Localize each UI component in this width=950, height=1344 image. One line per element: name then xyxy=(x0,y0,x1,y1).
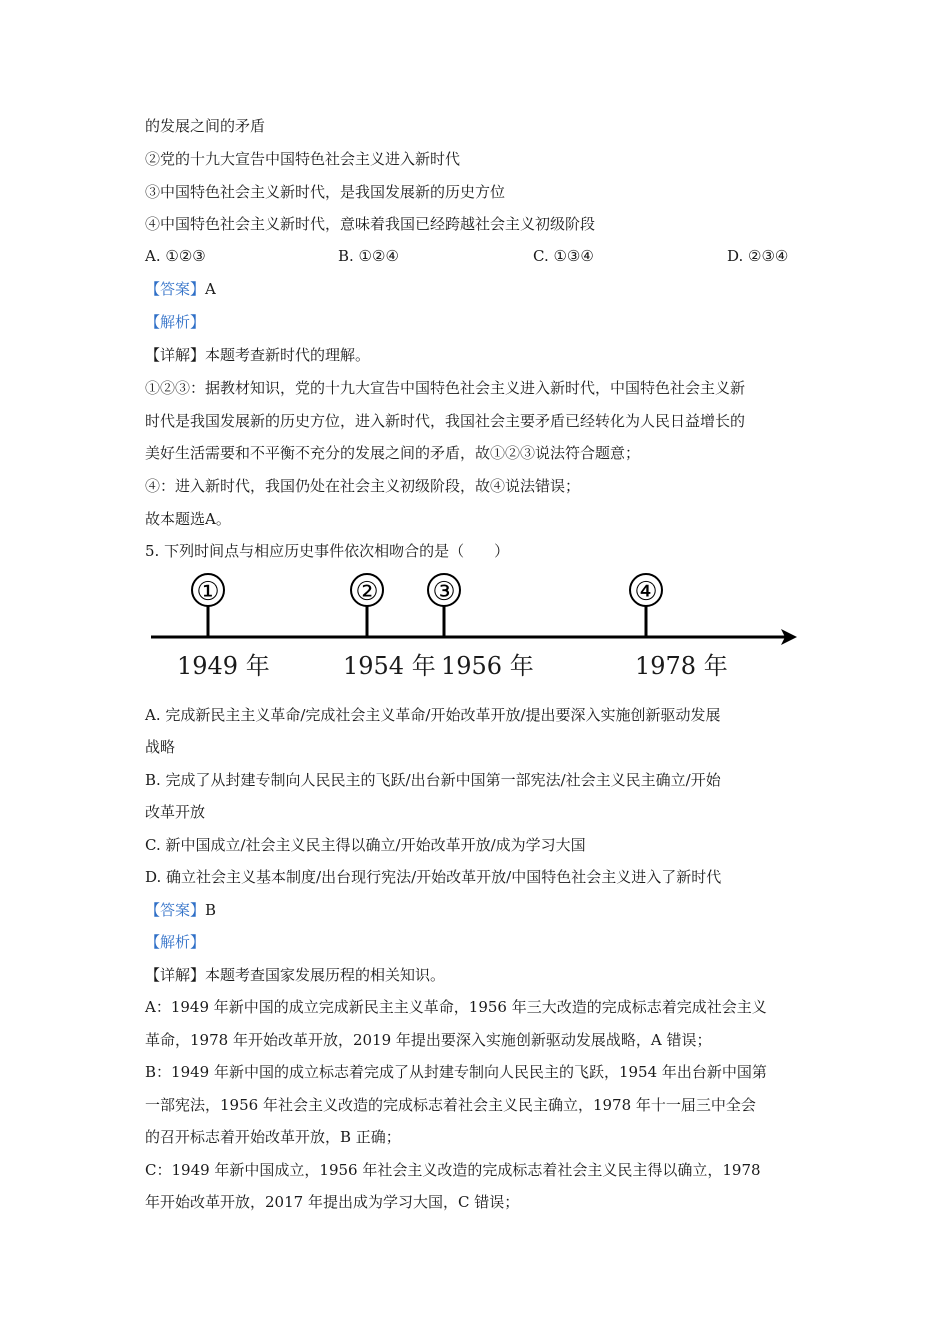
detail-label: 【详解】 xyxy=(145,966,206,984)
answer-label: 【答案】 xyxy=(145,901,206,919)
q4-answer xyxy=(145,279,216,299)
q5-detail xyxy=(145,965,445,985)
q4-statement-4: ④中国特色社会主义新时代，意味着我国已经跨越社会主义初级阶段 xyxy=(145,215,596,233)
analysis-label: 【解析】 xyxy=(145,313,206,331)
q5-explanation-line: B：1949 年新中国的成立标志着完成了从封建专制向人民民主的飞跃，1954 年出台新中国第 xyxy=(145,1063,767,1081)
q5-option-d: D. 确立社会主义基本制度/出台现行宪法/开始改革开放/中国特色社会主义进入了新时代 xyxy=(145,868,722,886)
q4-options xyxy=(145,247,825,267)
q5-option-b-cont: 改革开放 xyxy=(145,803,206,821)
timeline-year-2: 1954 年 xyxy=(343,652,436,680)
timeline-marker-2: ② xyxy=(355,577,379,607)
q5-option-c: C. 新中国成立/社会主义民主得以确立/开始改革开放/成为学习大国 xyxy=(145,836,586,854)
q4-explanation-line: 时代是我国发展新的历史方位，进入新时代，我国社会主要矛盾已经转化为人民日益增长的 xyxy=(145,412,746,430)
q5-explanation-line: 年开始改革开放，2017 年提出成为学习大国，C 错误； xyxy=(145,1193,520,1211)
detail-intro: 本题考查国家发展历程的相关知识。 xyxy=(205,966,446,984)
q4-explanation-line: 美好生活需要和不平衡不充分的发展之间的矛盾，故①②③说法符合题意； xyxy=(145,444,641,462)
answer-label: 【答案】 xyxy=(145,280,206,298)
q4-detail xyxy=(145,345,370,365)
timeline-year-4: 1978 年 xyxy=(635,652,728,680)
q5-option-b: B. 完成了从封建专制向人民民主的飞跃/出台新中国第一部宪法/社会主义民主确立/开始 xyxy=(145,771,721,789)
q4-statement-2: ②党的十九大宣告中国特色社会主义进入新时代 xyxy=(145,150,461,168)
q5-stem: 5. 下列时间点与相应历史事件依次相吻合的是（ ） xyxy=(145,542,510,560)
q5-explanation-line: 的召开标志着开始改革开放，B 正确； xyxy=(145,1128,401,1146)
analysis-label: 【解析】 xyxy=(145,933,206,951)
q5-explanation-line: 革命，1978 年开始改革开放，2019 年提出要深入实施创新驱动发展战略，A 错误； xyxy=(145,1031,712,1049)
timeline-year-1: 1949 年 xyxy=(177,652,270,680)
q4-stem-end: 的发展之间的矛盾 xyxy=(145,117,266,135)
timeline-figure xyxy=(145,568,810,688)
answer-value: B xyxy=(205,901,217,919)
answer-value: A xyxy=(205,280,216,298)
q4-explanation-line: ①②③：据教材知识，党的十九大宣告中国特色社会主义进入新时代，中国特色社会主义新 xyxy=(145,379,746,397)
q4-explanation-line: 故本题选A。 xyxy=(145,510,231,528)
q4-statement-3: ③中国特色社会主义新时代，是我国发展新的历史方位 xyxy=(145,183,506,201)
q4-explanation-line: ④：进入新时代，我国仍处在社会主义初级阶段，故④说法错误； xyxy=(145,477,581,495)
q5-option-a: A. 完成新民主主义革命/完成社会主义革命/开始改革开放/提出要深入实施创新驱动发展 xyxy=(145,706,721,724)
timeline-year-3: 1956 年 xyxy=(441,652,534,680)
q5-answer xyxy=(145,900,216,920)
q5-option-a-cont: 战略 xyxy=(145,738,176,756)
q4-option-c: C. ①③④ xyxy=(533,247,594,265)
timeline-marker-4: ④ xyxy=(634,577,658,607)
q4-analysis xyxy=(145,312,205,332)
q5-explanation-line: 一部宪法，1956 年社会主义改造的完成标志着社会主义民主确立，1978 年十一届三中全会 xyxy=(145,1096,756,1114)
q4-option-d: D. ②③④ xyxy=(727,247,789,265)
q4-option-a: A. ①②③ xyxy=(145,247,206,265)
detail-intro: 本题考查新时代的理解。 xyxy=(205,346,371,364)
timeline-marker-1: ① xyxy=(196,577,220,607)
q5-explanation-line: C：1949 年新中国成立，1956 年社会主义改造的完成标志着社会主义民主得以确立，1978 xyxy=(145,1161,761,1179)
q4-option-b: B. ①②④ xyxy=(338,247,399,265)
q5-analysis xyxy=(145,932,205,952)
q5-explanation-line: A：1949 年新中国的成立完成新民主主义革命，1956 年三大改造的完成标志着完成社会主义 xyxy=(145,998,767,1016)
detail-label: 【详解】 xyxy=(145,346,206,364)
timeline-marker-3: ③ xyxy=(432,577,456,607)
